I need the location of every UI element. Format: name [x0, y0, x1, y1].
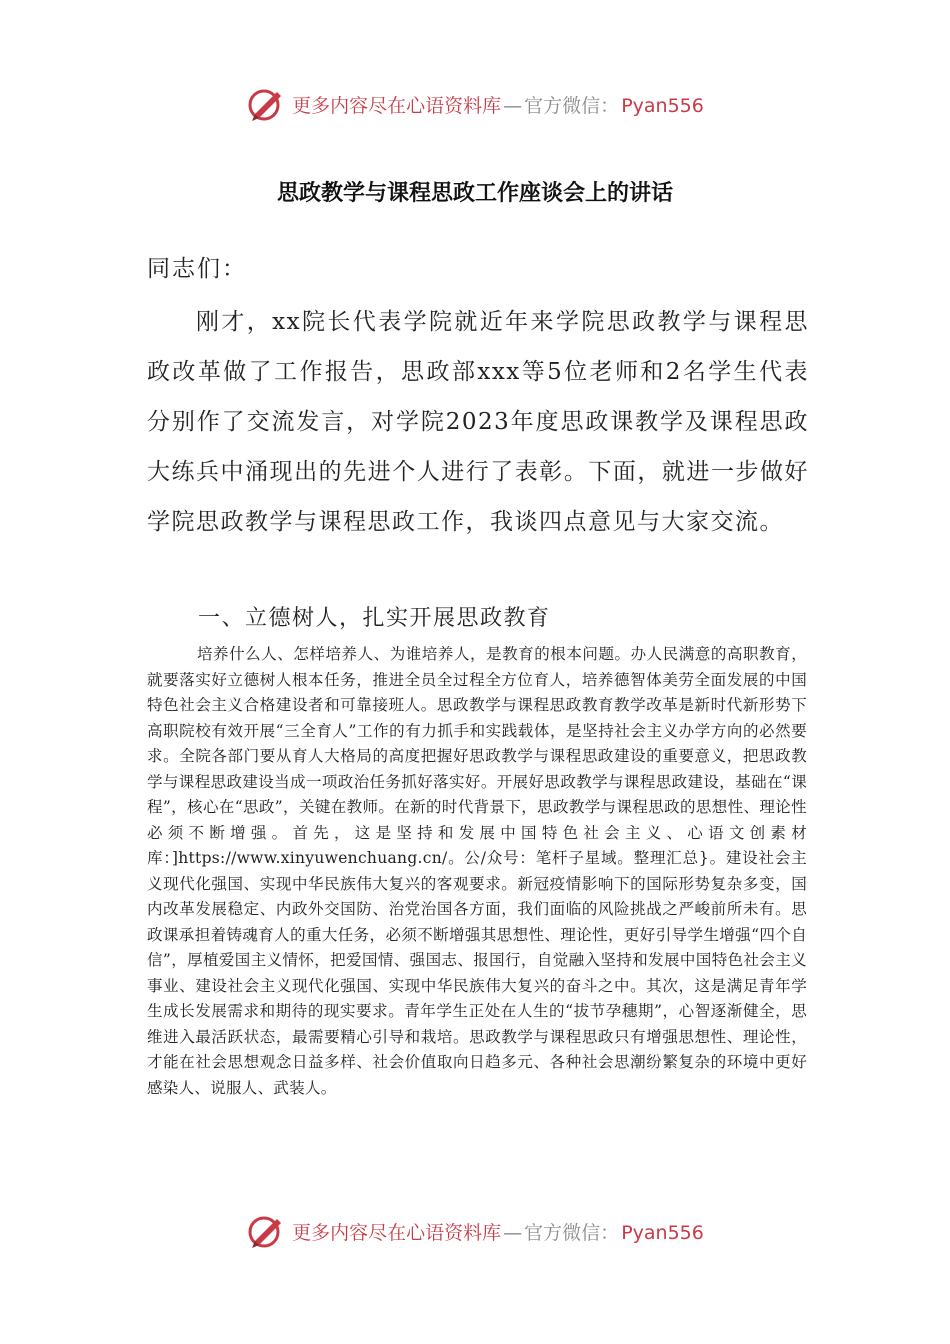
banner-separator: —: [503, 94, 523, 117]
pen-logo-icon: [246, 84, 286, 124]
banner-label: 官方微信：: [524, 1221, 620, 1244]
banner-brand: 更多内容尽在心语资料库: [292, 94, 502, 117]
salutation: 同志们：: [147, 256, 247, 282]
banner-text: [292, 91, 704, 118]
pen-logo-icon: [246, 1211, 286, 1251]
section-body-paragraph: 培养什么人、怎样培养人、为谁培养人，是教育的根本问题。办人民满意的高职教育，就要落实好立德树人根本任务，推进全员全过程全方位育人，培养德智体美劳全面发展的中国特色社会主义合格建设者和可靠接班人。思政教学与课程思政教育教学改革是新时代新形势下高职院校有效开展“三全育人”工作的有力抓手和实践载体，是坚持社会主义办学方向的必然要求。全院各部门要从育人大格局的高度把握好思政教学与课程思政建设的重要意义，把思政教学与课程思政建设当成一项政治任务抓好落实好。开展好思政教学与课程思政建设，基础在“课程”，核心在“思政”，关键在教师。在新的时代背景下，思政教学与课程思政的思想性、理论性必须不断增强。首先，这是坚持和发展中国特色社会主义、心语文创素材库：]https://www.xinyuwenchuang.cn/。公/众号：笔杆子星域。整理汇总}。建设社会主义现代化强国、实现中华民族伟大复兴的客观要求。新冠疫情影响下的国际形势复杂多变，国内改革发展稳定、内政外交国防、治党治国各方面，我们面临的风险挑战之严峻前所未有。思政课承担着铸魂育人的重大任务，必须不断增强其思想性、理论性，更好引导学生增强“四个自信”，厚植爱国主义情怀，把爱国情、强国志、报国行，自觉融入坚持和发展中国特色社会主义事业、建设社会主义现代化强国、实现中华民族伟大复兴的奋斗之中。其次，这是满足青年学生成长发展需求和期待的现实要求。青年学生正处在人生的“拔节孕穗期”，心智逐渐健全，思维进入最活跃状态，最需要精心引导和栽培。思政教学与课程思政只有增强思想性、理论性，才能在社会思想观念日益多样、社会价值取向日趋多元、各种社会思潮纷繁复杂的环境中更好感染人、说服人、武装人。: [147, 645, 807, 1097]
document-title: 思政教学与课程思政工作座谈会上的讲话: [276, 181, 673, 206]
banner-label: 官方微信：: [524, 94, 620, 117]
banner-wechat-id: Pyan556: [621, 94, 704, 117]
banner-separator: —: [503, 1221, 523, 1244]
section-heading: 一、立德树人，扎实开展思政教育: [198, 606, 551, 631]
banner-brand: 更多内容尽在心语资料库: [292, 1221, 502, 1244]
header-banner: [0, 82, 950, 126]
intro-paragraph: 刚才，xx院长代表学院就近年来学院思政教学与课程思政改革做了工作报告，思政部xxx等5位老师和2名学生代表分别作了交流发言，对学院2023年度思政课教学及课程思政大练兵中涌现出的先进个人进行了表彰。下面，就进一步做好学院思政教学与课程思政工作，我谈四点意见与大家交流。: [147, 309, 809, 535]
banner-text: [292, 1218, 704, 1245]
banner-wechat-id: Pyan556: [621, 1221, 704, 1244]
footer-banner: [0, 1209, 950, 1253]
